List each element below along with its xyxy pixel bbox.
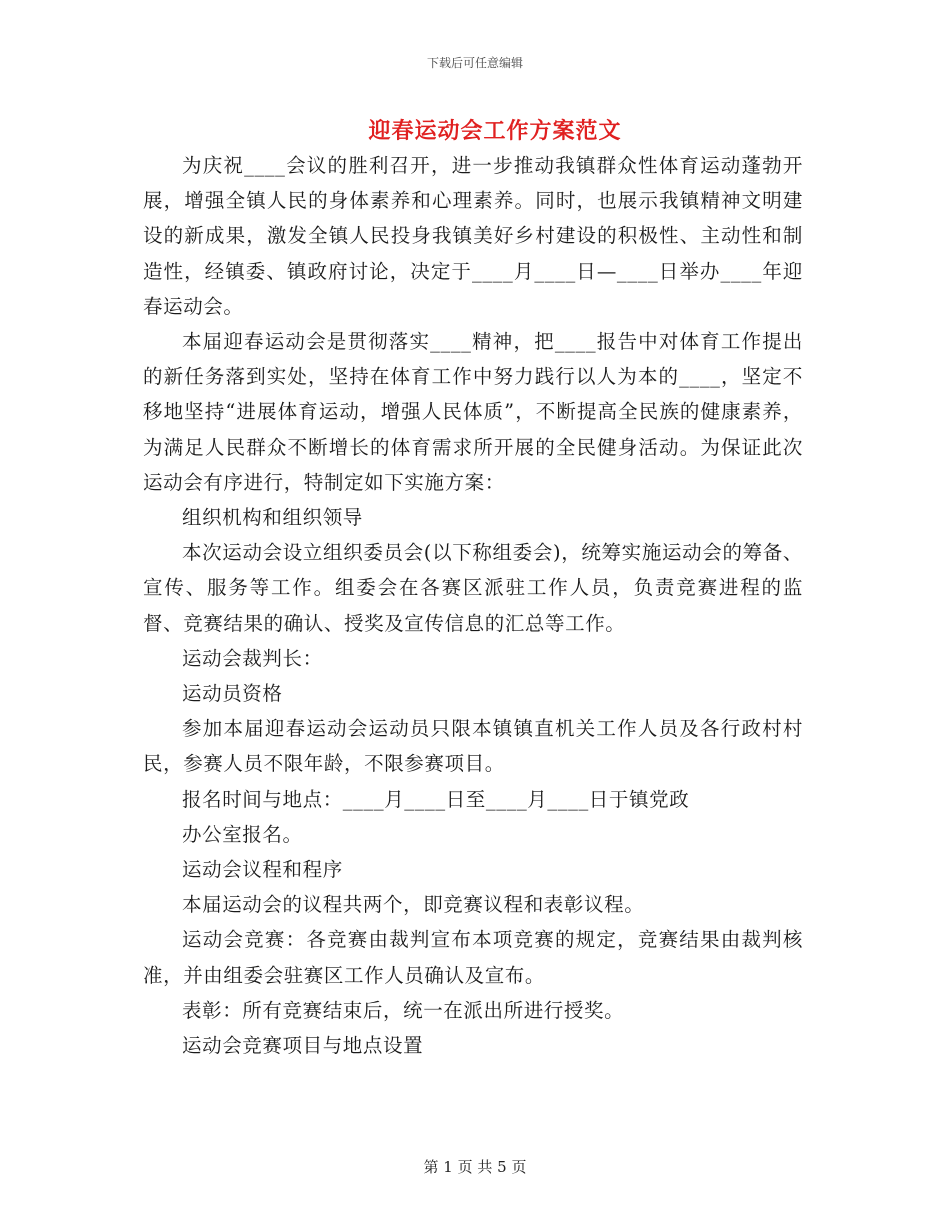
section-heading-events: 运动会竞赛项目与地点设置: [182, 1034, 424, 1058]
section-heading-agenda: 运动会议程和程序: [182, 858, 343, 882]
paragraph-eligibility: 参加本届迎春运动会运动员只限本镇镇直机关工作人员及各行政村村民，参赛人员不限年龄，不限参赛项目。: [143, 717, 803, 776]
paragraph-intro: 为庆祝____会议的胜利召开，进一步推动我镇群众性体育运动蓬勃开展，增强全镇人民的身体素养和心理素养。同时，也展示我镇精神文明建设的新成果，激发全镇人民投身我镇美好乡村建设的积极性、主动性和制造性，经镇委、镇政府讨论，决定于____月____日—____日举办____年迎春运动会。: [143, 154, 803, 318]
line-chief-referee: 运动会裁判长：: [182, 646, 323, 670]
section-heading-eligibility: 运动员资格: [182, 682, 283, 706]
paragraph-purpose: 本届迎春运动会是贯彻落实____精神，把____报告中对体育工作提出的新任务落到实处，坚持在体育工作中努力践行以人为本的____，坚定不移地坚持“进展体育运动，增强人民体质”，不断提高全民族的健康素养，为满足人民群众不断增长的体育需求所开展的全民健身活动。为保证此次运动会有序进行，特制定如下实施方案：: [143, 330, 803, 494]
paragraph-awards: 表彰：所有竞赛结束后，统一在派出所进行授奖。: [182, 998, 625, 1022]
section-heading-organization: 组织机构和组织领导: [182, 506, 363, 530]
paragraph-competition: 运动会竞赛：各竞赛由裁判宣布本项竞赛的规定，竞赛结果由裁判核准，并由组委会驻赛区工作人员确认及宣布。: [143, 928, 803, 987]
document-body: [143, 148, 803, 1063]
line-registration: 报名时间与地点：____月____日至____月____日于镇党政: [182, 787, 690, 811]
page-footer: 第 1 页 共 5 页: [423, 1158, 527, 1176]
header-note: 下载后可任意编辑: [426, 56, 523, 70]
line-registration-place: 办公室报名。: [182, 822, 303, 846]
paragraph-agenda: 本届运动会的议程共两个，即竞赛议程和表彰议程。: [182, 893, 645, 917]
paragraph-organization: 本次运动会设立组织委员会(以下称组委会)，统筹实施运动会的筹备、宣传、服务等工作。组委会在各赛区派驻工作人员，负责竞赛进程的监督、竞赛结果的确认、授奖及宣传信息的汇总等工作。: [143, 541, 803, 635]
document-title: 迎春运动会工作方案范文: [368, 118, 622, 144]
